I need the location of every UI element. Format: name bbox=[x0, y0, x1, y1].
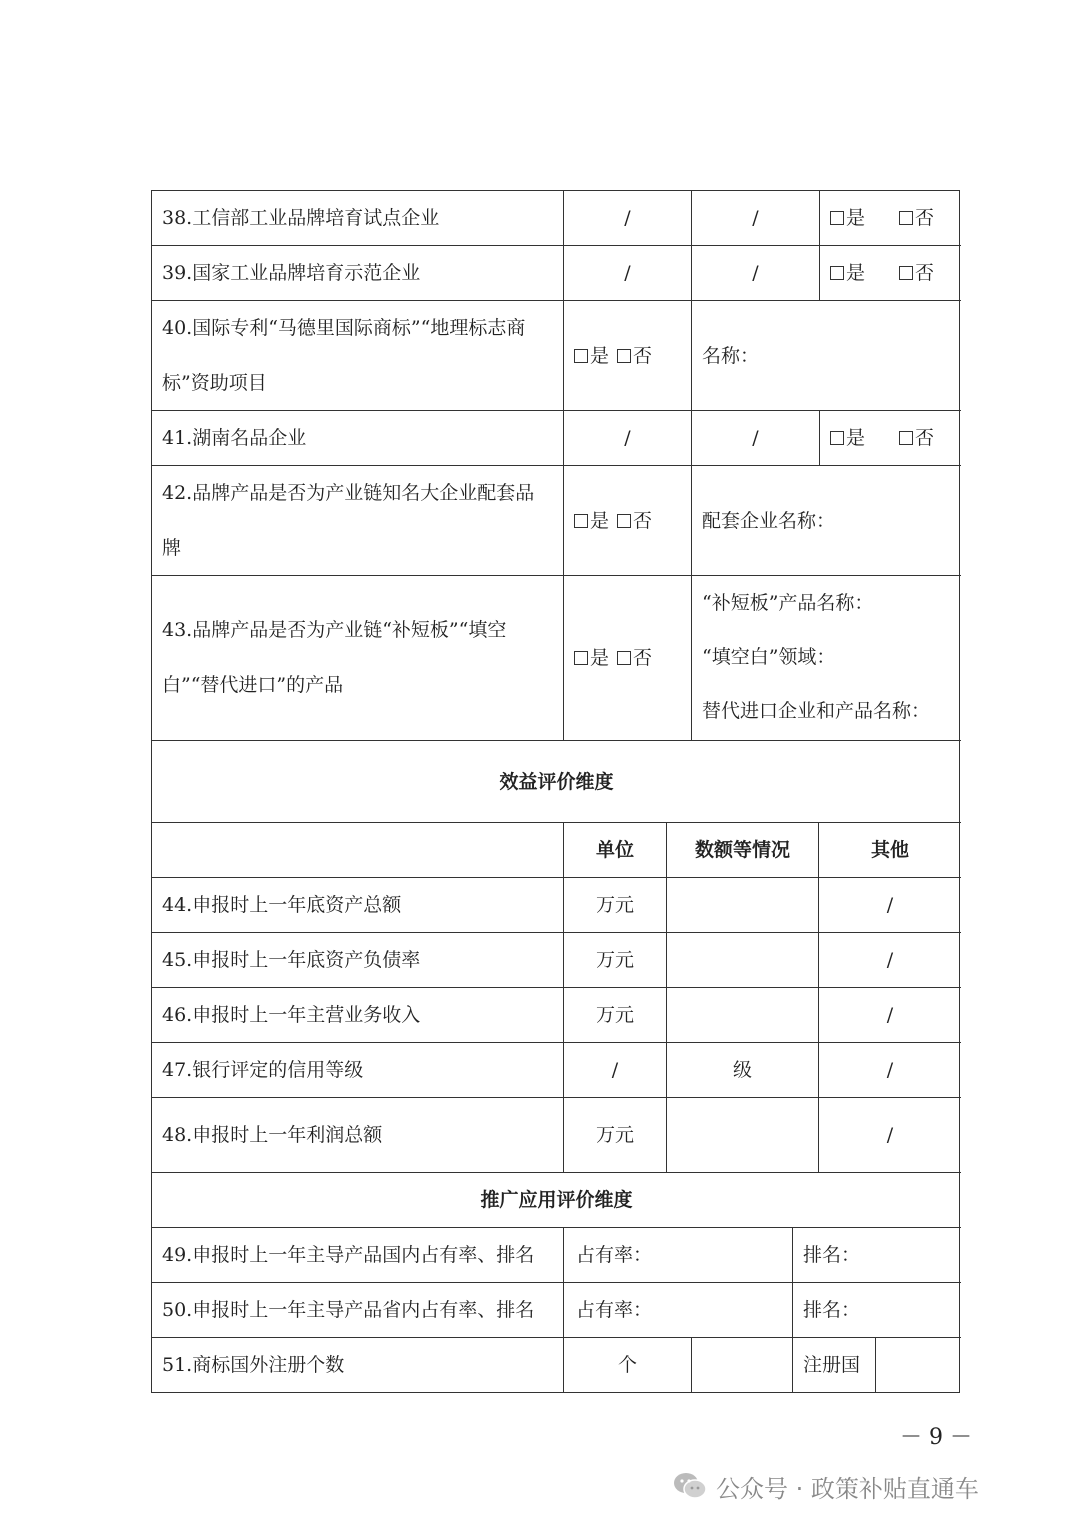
row-51-label: 51.商标国外注册个数 bbox=[152, 1338, 564, 1392]
row-39-yes-checkbox[interactable]: 是 bbox=[830, 246, 865, 301]
row-49-share-field[interactable]: 占有率： bbox=[564, 1228, 793, 1283]
row-47-unit: / bbox=[564, 1043, 667, 1098]
row-48-unit: 万元 bbox=[564, 1098, 667, 1173]
row-43-label: 43.品牌产品是否为产业链“补短板”“填空 白”“替代进口”的产品 bbox=[152, 576, 564, 741]
row-50-share-field[interactable]: 占有率： bbox=[564, 1283, 793, 1338]
benefit-section-title: 效益评价维度 bbox=[152, 741, 961, 823]
checkbox-box bbox=[830, 211, 844, 225]
row-42-choice bbox=[564, 466, 692, 576]
checkbox-box bbox=[574, 651, 588, 665]
row-43-yes-checkbox[interactable]: 是 bbox=[574, 576, 609, 741]
row-41-choice bbox=[820, 411, 961, 466]
row-40-name-field[interactable]: 名称： bbox=[692, 301, 961, 411]
row-40-yes-checkbox[interactable]: 是 bbox=[574, 301, 609, 411]
row-44-label: 44.申报时上一年底资产总额 bbox=[152, 878, 564, 933]
checkbox-box bbox=[830, 266, 844, 280]
row-42-yes-checkbox[interactable]: 是 bbox=[574, 466, 609, 576]
checkbox-box bbox=[574, 514, 588, 528]
row-51-country-label: 注册国 bbox=[793, 1338, 876, 1392]
row-43-import-field[interactable]: 替代进口企业和产品名称： bbox=[702, 700, 931, 722]
row-47-other: / bbox=[819, 1043, 961, 1098]
row-41-col2: / bbox=[564, 411, 692, 466]
row-50-rank-field[interactable]: 排名： bbox=[793, 1283, 961, 1338]
row-39-no-checkbox[interactable]: 否 bbox=[899, 246, 934, 301]
checkbox-box bbox=[899, 211, 913, 225]
checkbox-box bbox=[899, 266, 913, 280]
row-38-yes-checkbox[interactable]: 是 bbox=[830, 191, 865, 246]
row-44-amount-field[interactable] bbox=[667, 878, 819, 933]
row-50-label: 50.申报时上一年主导产品省内占有率、排名 bbox=[152, 1283, 564, 1338]
page-number: － 9 － bbox=[900, 1425, 972, 1450]
row-40-choice bbox=[564, 301, 692, 411]
row-39-choice bbox=[820, 246, 961, 301]
row-47-label: 47.银行评定的信用等级 bbox=[152, 1043, 564, 1098]
row-39-label: 39.国家工业品牌培育示范企业 bbox=[152, 246, 564, 301]
row-42-label: 42.品牌产品是否为产业链知名大企业配套品 牌 bbox=[152, 466, 564, 576]
col-header-amount: 数额等情况 bbox=[667, 823, 819, 878]
row-43-shortboard-field[interactable]: “补短板”产品名称： bbox=[702, 592, 874, 614]
row-38-col3: / bbox=[692, 191, 820, 246]
row-49-rank-field[interactable]: 排名： bbox=[793, 1228, 961, 1283]
row-51-country-field[interactable] bbox=[876, 1338, 961, 1392]
row-41-yes-checkbox[interactable]: 是 bbox=[830, 411, 865, 466]
row-38-col2: / bbox=[564, 191, 692, 246]
footer-text: 公众号 · 政策补贴直通车 bbox=[716, 1474, 979, 1503]
row-39-col3: / bbox=[692, 246, 820, 301]
row-42-partner-field[interactable]: 配套企业名称： bbox=[692, 466, 961, 576]
row-46-amount-field[interactable] bbox=[667, 988, 819, 1043]
row-48-amount-field[interactable] bbox=[667, 1098, 819, 1173]
row-45-other: / bbox=[819, 933, 961, 988]
row-43-choice bbox=[564, 576, 692, 741]
checkbox-box bbox=[617, 651, 631, 665]
col-header-other: 其他 bbox=[819, 823, 961, 878]
row-45-unit: 万元 bbox=[564, 933, 667, 988]
promotion-section-title: 推广应用评价维度 bbox=[152, 1173, 961, 1228]
application-form-table bbox=[151, 190, 960, 1393]
footer-watermark bbox=[672, 1466, 979, 1506]
row-46-other: / bbox=[819, 988, 961, 1043]
row-45-amount-field[interactable] bbox=[667, 933, 819, 988]
row-48-other: / bbox=[819, 1098, 961, 1173]
row-38-no-checkbox[interactable]: 否 bbox=[899, 191, 934, 246]
row-40-no-checkbox[interactable]: 否 bbox=[617, 301, 652, 411]
row-41-label: 41.湖南名品企业 bbox=[152, 411, 564, 466]
row-38-label: 38.工信部工业品牌培育试点企业 bbox=[152, 191, 564, 246]
row-43-blank-field[interactable]: “填空白”领域： bbox=[702, 646, 836, 668]
wechat-icon bbox=[672, 1471, 708, 1501]
row-41-no-checkbox[interactable]: 否 bbox=[899, 411, 934, 466]
checkbox-box bbox=[830, 431, 844, 445]
row-49-label: 49.申报时上一年主导产品国内占有率、排名 bbox=[152, 1228, 564, 1283]
row-44-other: / bbox=[819, 878, 961, 933]
row-43-no-checkbox[interactable]: 否 bbox=[617, 576, 652, 741]
checkbox-box bbox=[617, 349, 631, 363]
checkbox-box bbox=[899, 431, 913, 445]
row-40-label: 40.国际专利“马德里国际商标”“地理标志商 标”资助项目 bbox=[152, 301, 564, 411]
row-42-no-checkbox[interactable]: 否 bbox=[617, 466, 652, 576]
row-46-label: 46.申报时上一年主营业务收入 bbox=[152, 988, 564, 1043]
row-47-amount-field[interactable]: 级 bbox=[667, 1043, 819, 1098]
row-45-label: 45.申报时上一年底资产负债率 bbox=[152, 933, 564, 988]
checkbox-box bbox=[574, 349, 588, 363]
row-39-col2: / bbox=[564, 246, 692, 301]
row-48-label: 48.申报时上一年利润总额 bbox=[152, 1098, 564, 1173]
row-43-details bbox=[692, 576, 961, 741]
row-51-unit: 个 bbox=[564, 1338, 692, 1392]
checkbox-box bbox=[617, 514, 631, 528]
row-44-unit: 万元 bbox=[564, 878, 667, 933]
row-41-col3: / bbox=[692, 411, 820, 466]
benefit-header-blank bbox=[152, 823, 564, 878]
row-38-choice bbox=[820, 191, 961, 246]
row-51-count-field[interactable] bbox=[692, 1338, 793, 1392]
row-46-unit: 万元 bbox=[564, 988, 667, 1043]
col-header-unit: 单位 bbox=[564, 823, 667, 878]
